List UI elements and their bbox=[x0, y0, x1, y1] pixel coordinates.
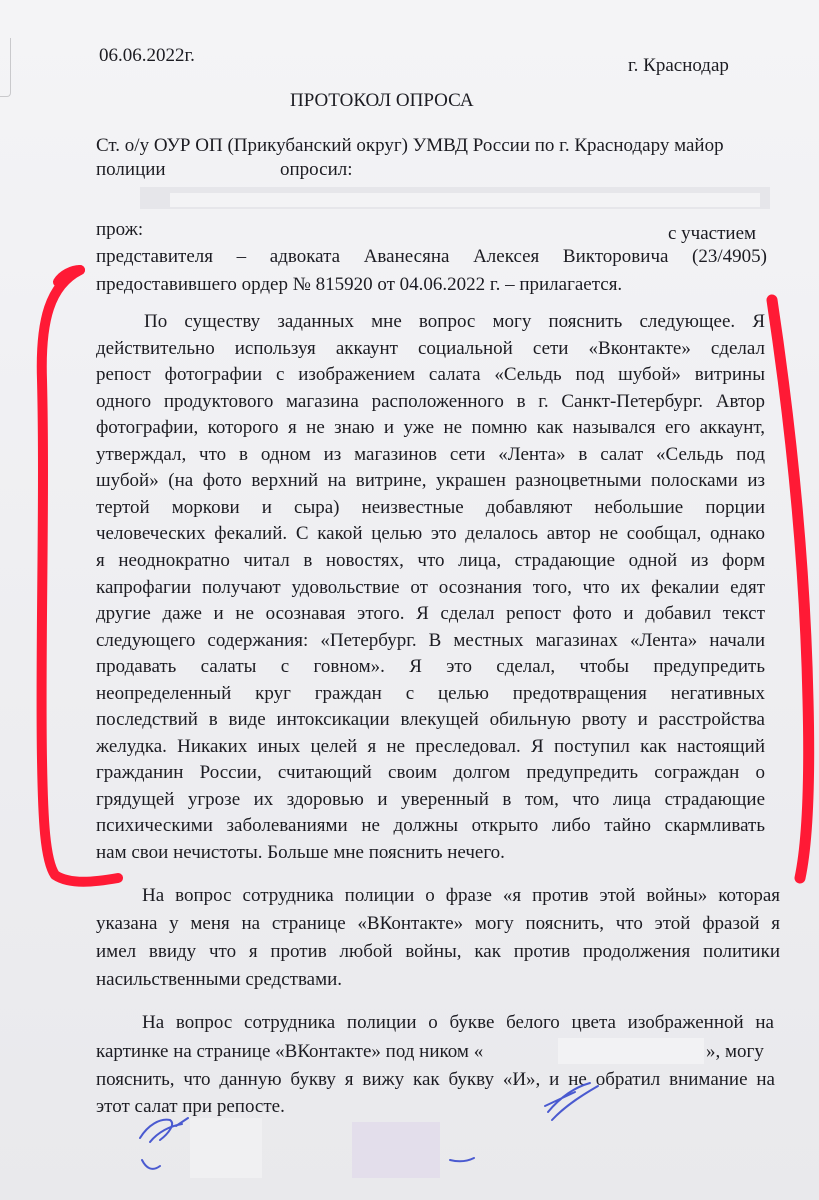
paragraph1-line: нам свои нечистоты. Больше мне пояснить нечего. bbox=[96, 842, 505, 863]
signature-stroke-small bbox=[450, 1158, 474, 1161]
paragraph1-line: По существу заданных мне вопрос могу пояснить следующее. Я bbox=[144, 311, 765, 332]
paragraph3-line-2a: картинке на странице «ВКонтакте» под ником « bbox=[96, 1041, 484, 1062]
paragraph1-line: репост фотографии с изображением салата «Сельдь под шубой» витрины bbox=[96, 364, 765, 386]
paragraph3-line-4: этот салат при репосте. bbox=[96, 1096, 285, 1117]
paragraph1-line: психическими заболеваниями не должны открыто либо тайно скармливать bbox=[96, 815, 765, 837]
paragraph1-line: шубой» (на фото верхний на витрине, украшен разноцветными полосками из bbox=[96, 470, 765, 492]
paragraph1-line: одного продуктового магазина расположенного в г. Санкт-Петербург. Автор bbox=[96, 390, 765, 412]
paragraph1-line: человеческих фекалий. С какой целью это делалось автор не сообщал, однако bbox=[96, 523, 765, 545]
paragraph2-line: имел ввиду что я против любой войны, как против продолжения политики bbox=[96, 941, 780, 962]
paragraph1-line: продавать салаты с говном». Я это сделал, чтобы предупредить bbox=[96, 656, 765, 678]
paragraph1-line: действительно используя аккаунт социальной сети «Вконтакте» сделал bbox=[96, 337, 765, 359]
intro-questioned-word: опросил: bbox=[280, 159, 353, 180]
paragraph3-line-2b: », могу bbox=[706, 1041, 764, 1062]
protocol-city: г. Краснодар bbox=[628, 55, 729, 76]
paragraph2-line: На вопрос сотрудника полиции о фразе «я против этой войны» которая bbox=[142, 885, 780, 906]
paragraph3-line-3: пояснить, что данную букву я вижу как букву «И», и не обратил внимание на bbox=[96, 1069, 775, 1090]
paragraph2-line: насильственными средствами. bbox=[96, 969, 343, 990]
paragraph1-line: гражданин России, считающий своим долгом предупредить сограждан о bbox=[96, 762, 765, 784]
paragraph1-line: фотографии, которого я не знаю и уже не помню как назывался его аккаунт, bbox=[96, 417, 765, 439]
paragraph1-line: неопределенный круг граждан с целью предотвращения негативных bbox=[96, 682, 765, 704]
paragraph3-line-1: На вопрос сотрудника полиции о букве белого цвета изображенной на bbox=[142, 1012, 774, 1033]
intro-with-participation: с участием bbox=[668, 223, 757, 244]
paragraph1-line: я неоднократно читал в новостях, что лица, страдающие одной из форм bbox=[96, 549, 765, 571]
paragraph1-line: желудка. Никаких иных целей я не преследовал. Я поступил как настоящий bbox=[96, 735, 765, 757]
intro-lawyer-line: представителя – адвоката Аванесяна Алексея Викторовича (23/4905) bbox=[96, 246, 767, 267]
paragraph1-line: грядущей угрозе их здоровью и уверенный в том, что лица страдающие bbox=[96, 788, 765, 810]
red-marker-left-bracket bbox=[42, 270, 118, 882]
paragraph1-line: последствий в виде интоксикации влекущей обильную рвоту и расстройства bbox=[96, 709, 765, 731]
paragraph1-line: следующего содержания: «Петербург. В местных магазинах «Лента» начали bbox=[96, 629, 765, 651]
paragraph1-line: тертой моркови и сыра) неизвестные добавляют небольшие порции bbox=[96, 496, 765, 518]
protocol-date: 06.06.2022г. bbox=[99, 45, 195, 66]
paragraph1-line: капрофагии получают удовольствие от осознания того, что их фекалии едят bbox=[96, 576, 765, 598]
protocol-title: ПРОТОКОЛ ОПРОСА bbox=[290, 90, 474, 111]
intro-order-line: предоставившего ордер № 815920 от 04.06.2022 г. – прилагается. bbox=[96, 274, 623, 295]
red-marker-right-line bbox=[772, 300, 809, 878]
intro-officer-line: Ст. о/у ОУР ОП (Прикубанский округ) УМВД России по г. Краснодару майор bbox=[96, 135, 724, 156]
intro-police-word: полиции bbox=[96, 159, 166, 180]
paragraph1-line: другие даже и не осознавая этого. Я сделал репост фото и добавил текст bbox=[96, 603, 765, 625]
paragraph2-line: указана у меня на странице «ВКонтакте» могу пояснить, что этой фразой я bbox=[96, 913, 780, 934]
signature-stroke-left bbox=[140, 1118, 188, 1169]
paragraph1-line: утверждал, что в одном из магазинов сети «Лента» в салат «Сельдь под bbox=[96, 443, 765, 465]
signature-stroke-right bbox=[545, 1083, 598, 1120]
intro-residence-label: прож: bbox=[96, 219, 144, 240]
